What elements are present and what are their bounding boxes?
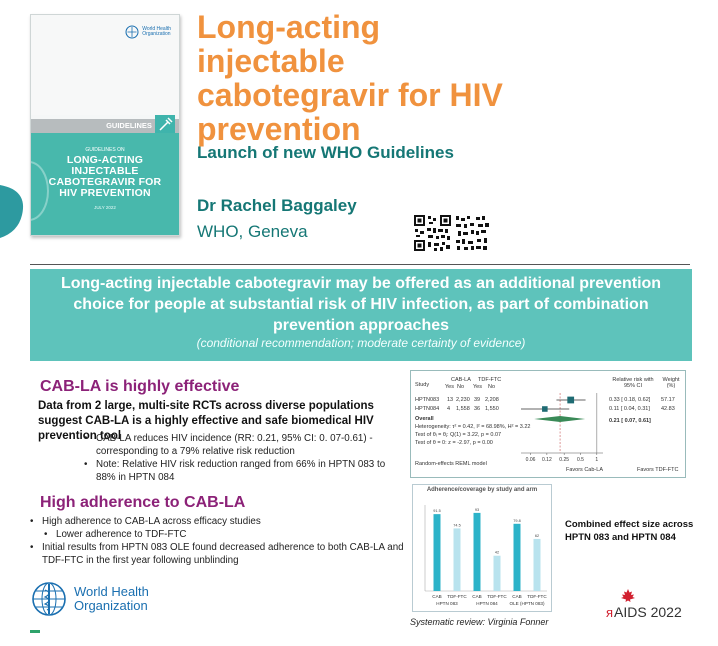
chart-value-label: 79.8 [513,518,521,523]
forest-stat: Heterogeneity: τ² = 0.42, I² = 68.98%, H² = 3.22 [415,424,531,430]
systematic-review-credit: Systematic review: Virginia Fonner [410,617,549,627]
forest-subcol: No [457,384,465,390]
chart-category-label: TDF-FTC [487,594,507,599]
who-name-line2: Organization [74,598,148,613]
chart-title: Adherence/coverage by study and arm [426,487,538,493]
page-subtitle: Launch of new WHO Guidelines [197,143,454,162]
forest-model: Random-effects REML model [415,461,487,467]
page-title: Long-acting injectable cabotegravir for HIV prevention [197,9,503,147]
presenter-affiliation: WHO, Geneva [197,222,308,241]
cover-subheading: GUIDELINES ON [85,147,125,153]
chart-group-label: HPTN 084 [476,601,498,606]
chart-category-label: CAB [432,594,442,599]
forest-study-name: HPTN084 [415,406,440,412]
cover-logo-line2: Organization [142,31,171,37]
forest-overall-diamond [534,416,585,422]
conference-name: AIDS 2022 [614,604,682,620]
cover-title [31,155,179,199]
cover-badge [155,115,175,135]
effectiveness-lead: Data from 2 large, multi-site RCTs across diverse populations suggest CAB-LA is a highly effective and safe biomedical HIV prevention tool [38,400,374,442]
forest-col-rr: Relative risk with 95% CI [612,377,654,389]
forest-favors-right: Favors TDF-FTC [637,467,679,473]
list-item: • Lower adherence to TDF-FTC [30,528,408,541]
adherence-bar-chart [413,485,553,613]
adherence-list [30,515,408,567]
forest-col-cab: CAB-LA [451,377,471,383]
recommendation-qualifier: (conditional recommendation; moderate certainty of evidence) [196,336,526,350]
chart-category-label: CAB [512,594,522,599]
who-logo [30,580,149,618]
forest-tick-label: 0.12 [542,457,552,463]
chart-value-label: 42 [494,550,500,555]
cover-guidelines-label: GUIDELINES [106,121,152,130]
chart-bar [434,514,441,591]
forest-plot-panel [410,370,686,478]
conference-logo [606,604,682,620]
chart-category-label: TDF-FTC [527,594,547,599]
adherence-heading: High adherence to CAB-LA [40,494,246,511]
who-emblem-icon [30,580,68,618]
forest-col-study: Study [415,382,430,388]
chart-value-label: 91.5 [433,509,441,514]
forest-cell: 42.83 [661,406,675,412]
forest-study-name: HPTN083 [415,397,440,403]
maple-leaf-icon [620,588,636,604]
cover-title-line: INJECTABLE [71,165,139,178]
forest-point [542,406,548,412]
forest-cell: 0.11 [ 0.04, 0.31] [609,406,650,412]
forest-cell: 39 [474,397,481,403]
cover-title-line: HIV PREVENTION [59,187,151,200]
forest-subcol: Yes [473,384,482,390]
cover-title-line: LONG-ACTING [66,154,144,166]
forest-subcol: No [488,384,496,390]
chart-bar [494,556,501,591]
section-divider [30,264,690,265]
chart-bar [454,528,461,591]
chart-value-label: 93 [474,507,480,512]
forest-tick-label: 0.06 [525,457,536,463]
list-item: • Initial results from HPTN 083 OLE found decreased adherence to both CAB-LA and TDF-FTC in the first year following unblinding [30,541,408,567]
list-item: • CAB-LA reduces HIV incidence (RR: 0.21, 95% CI: 0. 07-0.61) - corresponding to a 79% relative risk reduction [84,432,404,458]
syringe-icon [155,115,175,135]
decorative-shape [0,180,30,240]
qr-code-icon[interactable] [414,215,490,251]
forest-cell: 2,230 [456,397,470,403]
red-ribbon-icon: ᴙ [606,604,614,620]
forest-col-tdf: TDF-FTC [478,377,502,383]
chart-value-label: 62 [534,533,540,538]
recommendation-banner [30,269,692,361]
chart-category-label: CAB [472,594,482,599]
forest-cell: 13 [447,397,454,403]
cover-logo [125,25,171,39]
chart-bar [474,513,481,591]
chart-bar [534,539,541,591]
forest-cell: 1,550 [485,406,499,412]
forest-cell: 4 [447,406,451,412]
forest-stat: Test of θᵢ = θⱼ: Q(1) = 3.22, p = 0.07 [415,432,502,438]
adherence-chart-panel [412,484,552,612]
forest-favors-left: Favors Cab-LA [566,467,603,473]
presenter-name: Dr Rachel Baggaley [197,196,357,215]
forest-cell: 0.33 [ 0.18, 0.62] [609,397,651,403]
cover-logo-line1: World Health [142,25,171,32]
forest-col-weight: Weight (%) [662,377,680,389]
chart-group-label: OLE (HPTN 083) [509,601,545,606]
forest-subcol: Yes [445,384,454,390]
cover-date: JULY 2022 [94,205,116,210]
forest-tick-label: 0.25 [559,457,570,463]
who-name-line1: World Health [74,584,149,599]
forest-cell: 1,558 [456,406,470,412]
effectiveness-list [84,432,404,484]
chart-bar [514,524,521,591]
forest-tick-label: 0.5 [577,457,584,463]
forest-point [567,397,574,404]
forest-tick-label: 1 [595,457,599,463]
forest-cell: 36 [474,406,481,412]
forest-cell: 57.17 [661,397,675,403]
combined-effect-note: Combined effect size across HPTN 083 and HPTN 084 [565,519,694,543]
forest-plot [411,371,687,479]
forest-overall-label: Overall [415,416,434,422]
effectiveness-heading: CAB-LA is highly effective [40,378,240,395]
chart-category-label: TDF-FTC [447,594,467,599]
chart-group-label: HPTN 083 [436,601,458,606]
list-item: • High adherence to CAB-LA across efficacy studies [30,515,408,528]
forest-cell: 2,208 [485,397,499,403]
footer-accent [30,630,40,633]
forest-overall-rr: 0.21 [ 0.07, 0.61] [609,418,651,424]
list-item: • Note: Relative HIV risk reduction ranged from 66% in HPTN 083 to 88% in HPTN 084 [84,458,404,484]
cover-title-line: CABOTEGRAVIR FOR [48,176,162,189]
guideline-cover [30,14,180,236]
who-emblem-icon [125,25,139,39]
chart-value-label: 74.5 [453,523,461,528]
recommendation-text: Long-acting injectable cabotegravir may be offered as an additional prevention choice for people at substantial risk of HIV infection, as part of combination prevention approaches [60,275,662,334]
forest-stat: Test of θ = 0: z = -2.97, p = 0.00 [415,440,493,446]
